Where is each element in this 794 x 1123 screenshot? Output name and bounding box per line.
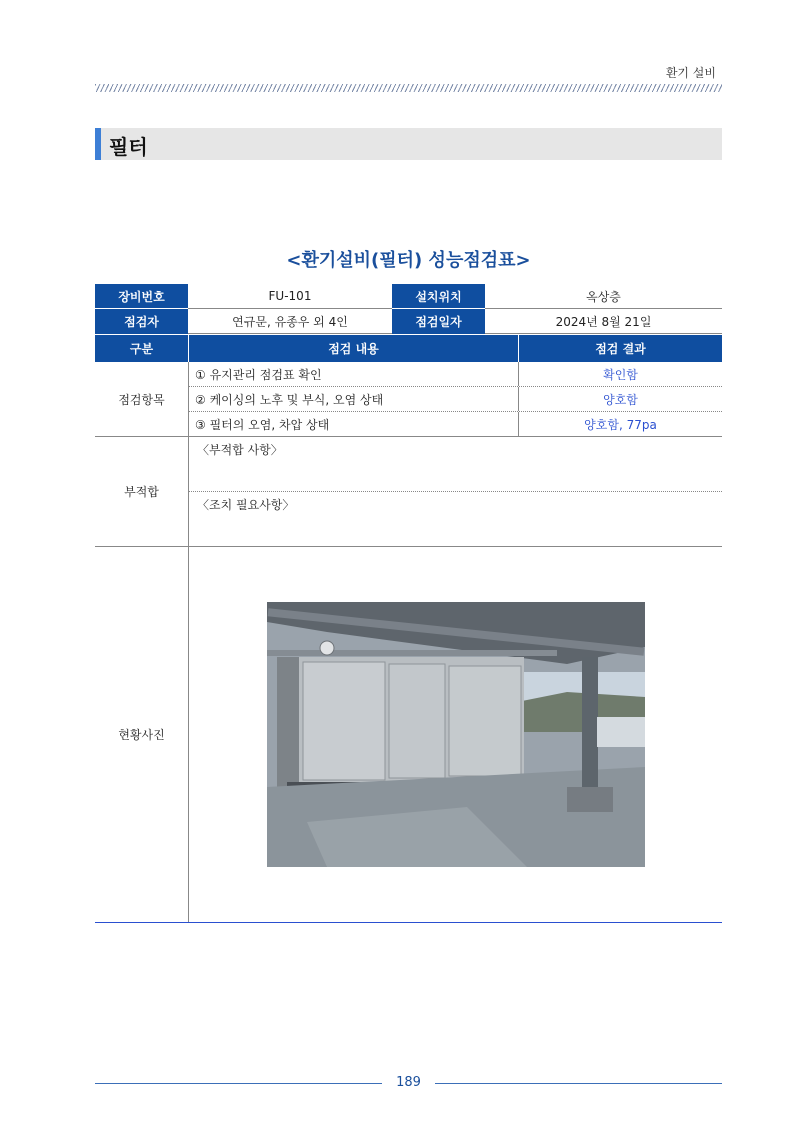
info-row: [95, 309, 722, 334]
section-title-bar: [95, 128, 722, 160]
photo-group: [95, 547, 722, 923]
item-content: ① 유지관리 점검표 확인: [189, 362, 519, 386]
header-section-label: 환기 설비: [665, 66, 716, 80]
header-divider: [95, 84, 722, 92]
info-row: [95, 284, 722, 309]
inspection-table: [95, 335, 722, 923]
section-accent: [95, 128, 101, 160]
inspector-value: 연규문, 유종우 외 4인: [188, 309, 392, 334]
nonconformance-items: 〈부적합 사항〉: [197, 443, 283, 457]
section-title: 필터: [109, 135, 148, 159]
item-result: 확인함: [603, 367, 638, 382]
nonconformance-category: 부적합: [95, 437, 189, 546]
document-title: <환기설비(필터) 성능점검표>: [286, 250, 531, 271]
equipment-info-table: [95, 284, 722, 334]
header-category: 구분: [95, 335, 189, 362]
page-footer: [95, 1073, 722, 1095]
items-category: 점검항목: [95, 362, 189, 436]
item-result: 양호함: [603, 392, 638, 407]
item-content: ③ 필터의 오염, 차압 상태: [189, 412, 519, 436]
location-value: 옥상층: [485, 284, 722, 309]
item-result: 양호함, 77pa: [584, 417, 657, 432]
inspection-table-header: [95, 335, 722, 362]
page-number: 189: [396, 1075, 421, 1090]
inspection-item-row: [189, 362, 722, 386]
status-photo: [267, 602, 645, 867]
header-result: 점검 결과: [595, 342, 646, 356]
inspection-items-group: [95, 362, 722, 437]
nonconformance-group: [95, 437, 722, 547]
date-value: 2024년 8월 21일: [485, 309, 722, 334]
header-content: 점검 내용: [189, 335, 519, 362]
date-label: 점검일자: [392, 309, 485, 334]
equipment-no-label: 장비번호: [95, 284, 188, 309]
equipment-no-value: FU-101: [188, 284, 392, 309]
photo-category: 현황사진: [95, 547, 189, 922]
inspection-item-row: [189, 411, 722, 436]
location-label: 설치위치: [392, 284, 485, 309]
footer-line-right: [435, 1083, 722, 1084]
inspection-item-row: [189, 386, 722, 411]
inspector-label: 점검자: [95, 309, 188, 334]
item-content: ② 케이싱의 노후 및 부식, 오염 상태: [189, 387, 519, 411]
action-required: 〈조치 필요사항〉: [189, 491, 722, 545]
